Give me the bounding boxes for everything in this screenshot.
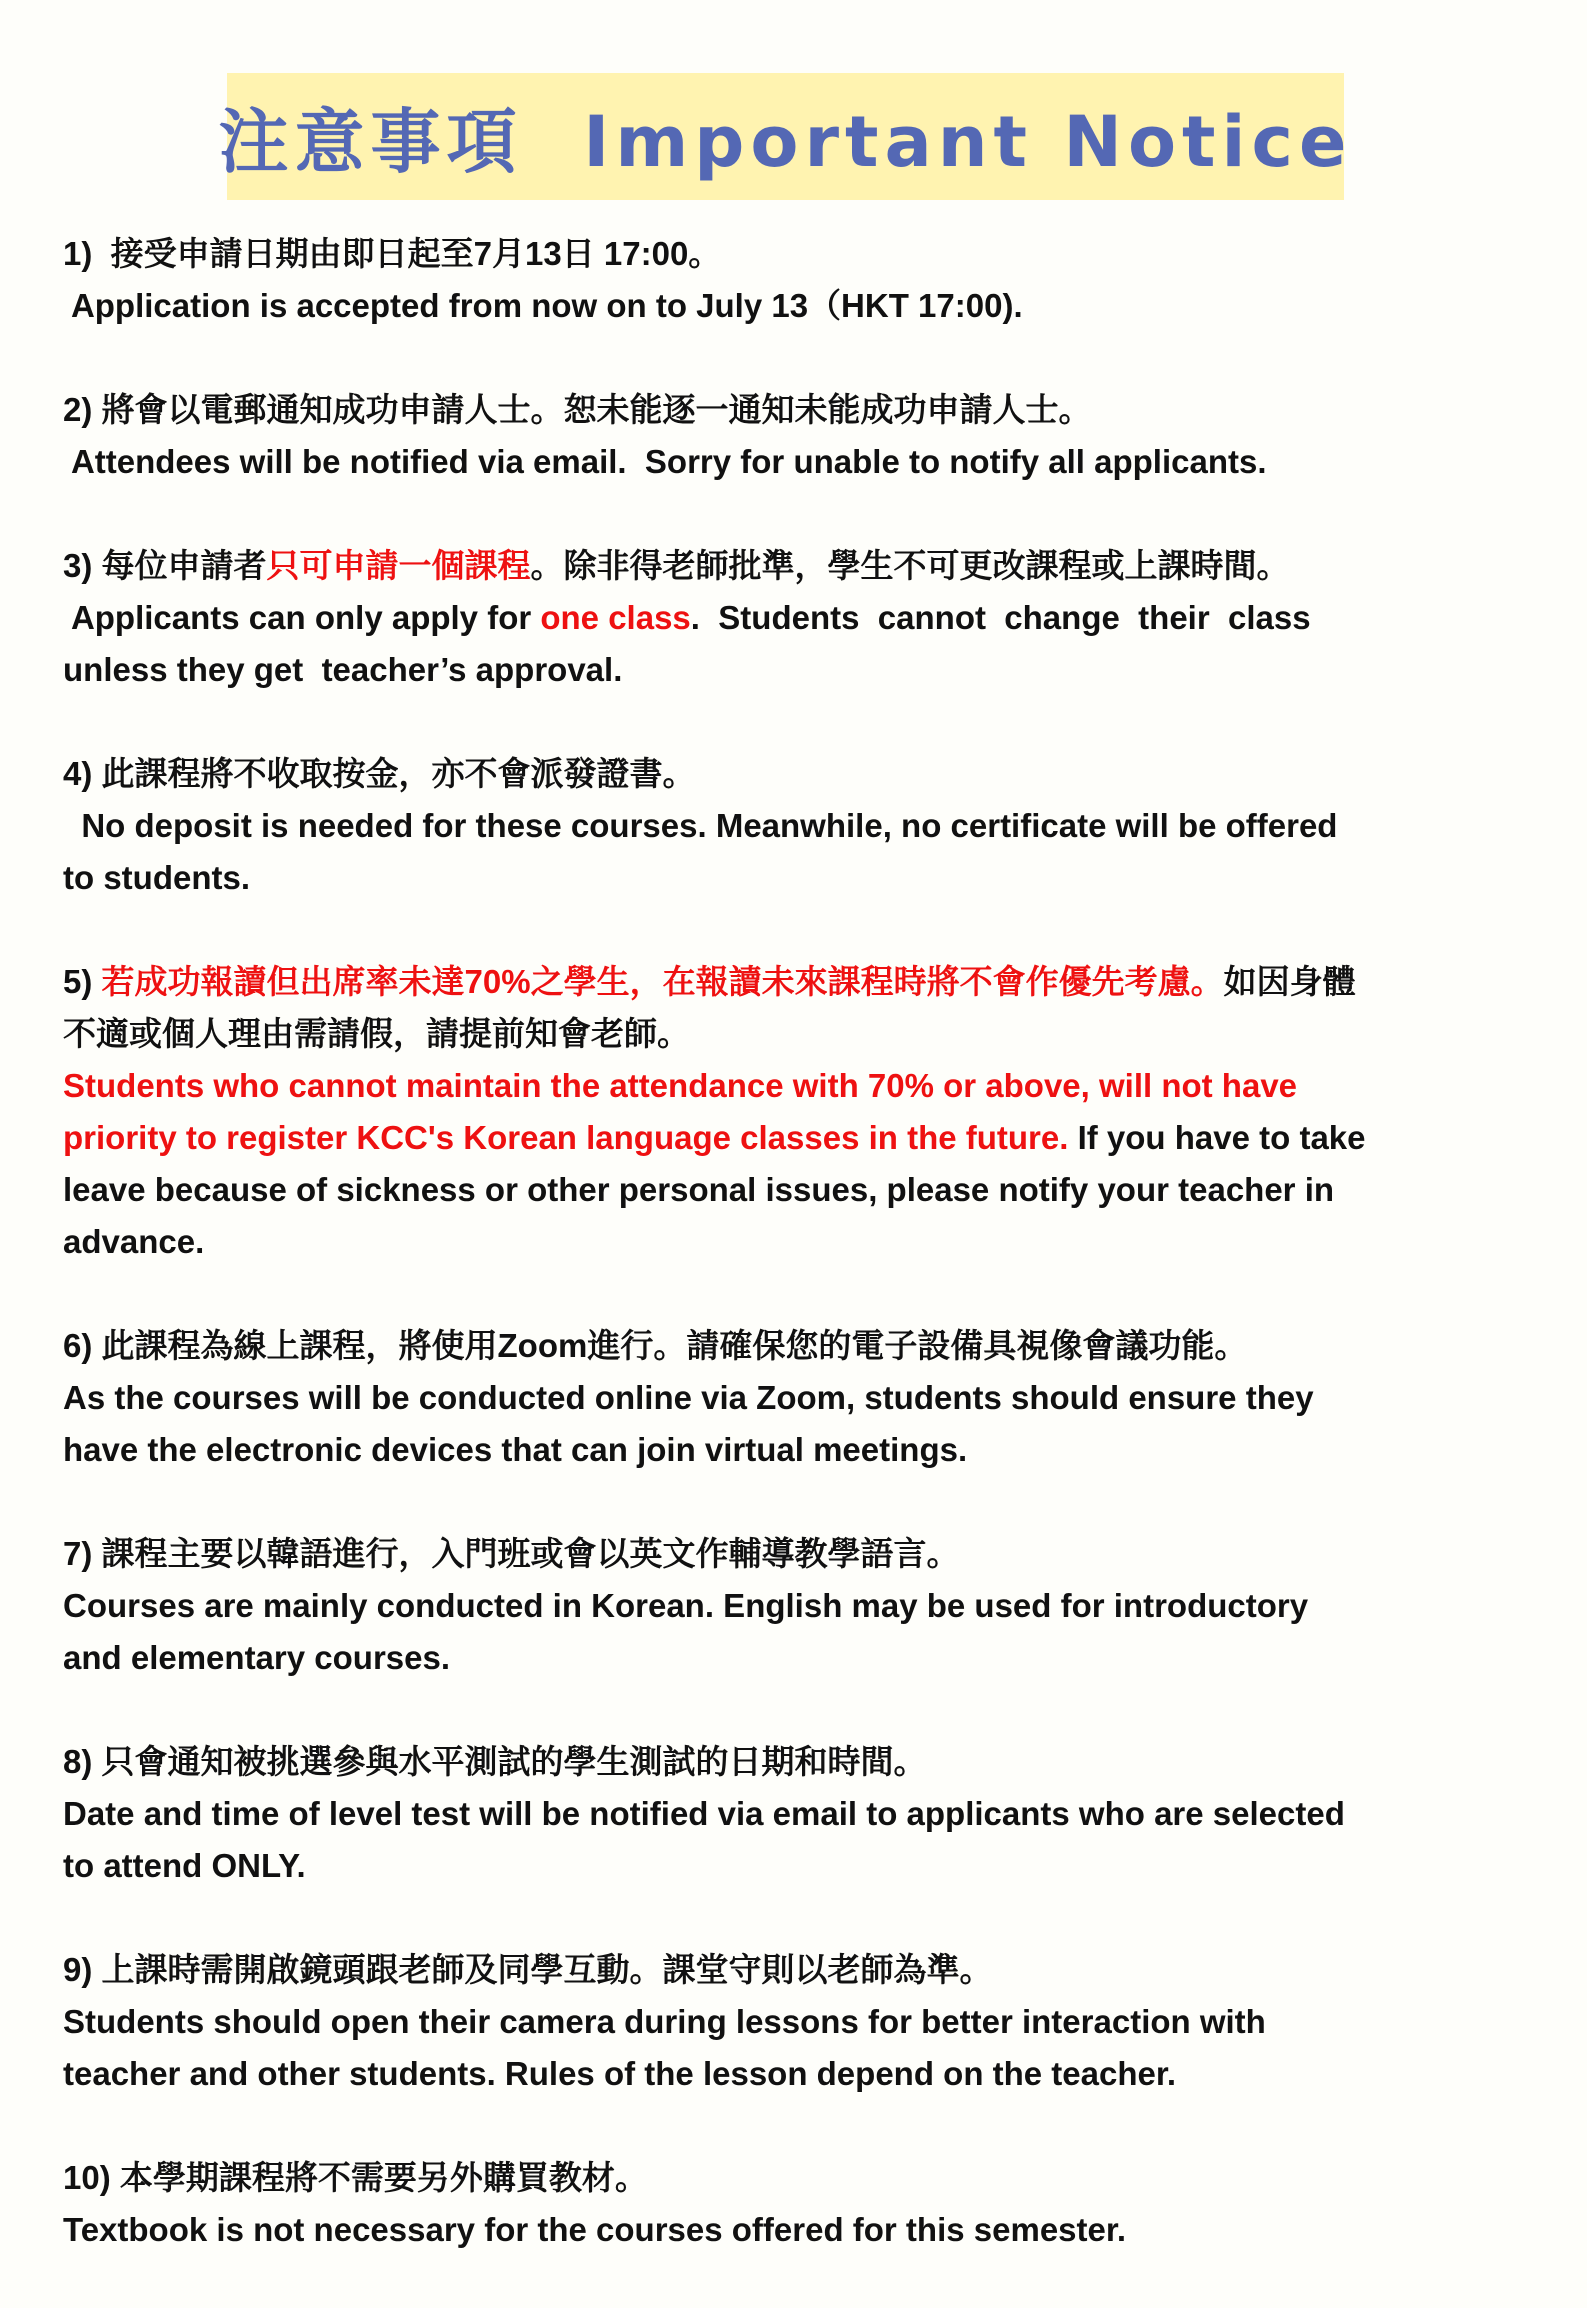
highlighted-text: Students who cannot maintain the attendance with 70% or above, will not have xyxy=(63,1067,1298,1104)
notice-line xyxy=(63,228,1553,280)
notice-text: have the electronic devices that can join virtual meetings. xyxy=(63,1431,968,1468)
notice-text: . Students cannot change their class xyxy=(690,599,1311,636)
notice-text: 5) xyxy=(63,963,102,1000)
notice-item-4 xyxy=(63,748,1553,904)
notice-line xyxy=(63,1372,1553,1424)
notice-text: 4) 此課程將不收取按金，亦不會派發證書。 xyxy=(63,755,696,792)
notice-text: teacher and other students. Rules of the lesson depend on the teacher. xyxy=(63,2055,1177,2092)
notice-item-6 xyxy=(63,1320,1553,1476)
highlighted-text: priority to register KCC's Korean language classes in the future. xyxy=(63,1119,1069,1156)
notice-item-7 xyxy=(63,1528,1553,1684)
notice-line xyxy=(63,1320,1553,1372)
notice-text: As the courses will be conducted online via Zoom, students should ensure they xyxy=(63,1379,1314,1416)
notice-line xyxy=(63,1580,1553,1632)
notice-line xyxy=(63,1996,1553,2048)
highlighted-text: one class xyxy=(540,599,691,636)
notice-item-5 xyxy=(63,956,1553,1268)
notice-line xyxy=(63,384,1553,436)
notice-item-1 xyxy=(63,228,1553,332)
notice-line xyxy=(63,592,1553,644)
notice-text: to students. xyxy=(63,859,250,896)
notice-text: 。除非得老師批準，學生不可更改課程或上課時間。 xyxy=(530,547,1290,584)
notice-text: 1) 接受申請日期由即日起至7月13日 17:00。 xyxy=(63,235,722,272)
notice-list xyxy=(63,228,1553,2308)
notice-text: 2) 將會以電郵通知成功申請人士。恕未能逐一通知未能成功申請人士。 xyxy=(63,391,1092,428)
notice-text: 10) 本學期課程將不需要另外購買教材。 xyxy=(63,2159,648,2196)
highlighted-text: 若成功報讀但出席率未達70%之學生，在報讀未來課程時將不會作優先考慮。 xyxy=(101,963,1224,1000)
notice-text: Application is accepted from now on to July 13（HKT 17:00). xyxy=(63,287,1023,324)
notice-line xyxy=(63,956,1553,1008)
notice-line xyxy=(63,2152,1553,2204)
notice-text: and elementary courses. xyxy=(63,1639,451,1676)
notice-line xyxy=(63,2048,1553,2100)
notice-text: If you have to take xyxy=(1068,1119,1366,1156)
notice-text: 9) 上課時需開啟鏡頭跟老師及同學互動。課堂守則以老師為準。 xyxy=(63,1951,993,1988)
notice-line xyxy=(63,540,1553,592)
notice-text: Attendees will be notified via email. Sorry for unable to notify all applicants. xyxy=(63,443,1267,480)
notice-text: 3) 每位申請者 xyxy=(63,547,267,584)
notice-line xyxy=(63,1424,1553,1476)
notice-text: 7) 課程主要以韓語進行，入門班或會以英文作輔導教學語言。 xyxy=(63,1535,960,1572)
notice-text: Applicants can only apply for xyxy=(63,599,541,636)
notice-banner xyxy=(218,73,1353,200)
notice-line xyxy=(63,2204,1553,2256)
notice-text: 如因身體 xyxy=(1223,963,1356,1000)
notice-text: Courses are mainly conducted in Korean. English may be used for introductory xyxy=(63,1587,1309,1624)
highlighted-text: 只可申請一個課程 xyxy=(266,547,531,584)
notice-line xyxy=(63,1840,1553,1892)
notice-line xyxy=(63,280,1553,332)
notice-line xyxy=(63,748,1553,800)
notice-line xyxy=(63,436,1553,488)
notice-item-9 xyxy=(63,1944,1553,2100)
notice-line xyxy=(63,644,1553,696)
notice-text: advance. xyxy=(63,1223,205,1260)
notice-item-10 xyxy=(63,2152,1553,2256)
notice-text: 8) 只會通知被挑選參與水平測試的學生測試的日期和時間。 xyxy=(63,1743,927,1780)
notice-line xyxy=(63,1632,1553,1684)
notice-text: to attend ONLY. xyxy=(63,1847,306,1884)
notice-line xyxy=(63,1788,1553,1840)
notice-text: Textbook is not necessary for the courses offered for this semester. xyxy=(63,2211,1127,2248)
notice-text: Date and time of level test will be notified via email to applicants who are selected xyxy=(63,1795,1345,1832)
notice-item-8 xyxy=(63,1736,1553,1892)
notice-line xyxy=(63,1008,1553,1060)
notice-line xyxy=(63,1944,1553,1996)
notice-text: No deposit is needed for these courses. Meanwhile, no certificate will be offered xyxy=(63,807,1338,844)
notice-line xyxy=(63,1164,1553,1216)
notice-line xyxy=(63,1112,1553,1164)
notice-item-3 xyxy=(63,540,1553,696)
notice-text: leave because of sickness or other personal issues, please notify your teacher in xyxy=(63,1171,1335,1208)
page-title: 注意事項 Important Notice xyxy=(218,101,1353,183)
notice-line xyxy=(63,852,1553,904)
notice-text: Students should open their camera during lessons for better interaction with xyxy=(63,2003,1266,2040)
notice-text: 不適或個人理由需請假，請提前知會老師。 xyxy=(63,1015,690,1052)
notice-text: unless they get teacher’s approval. xyxy=(63,651,623,688)
notice-line xyxy=(63,1216,1553,1268)
notice-line xyxy=(63,1528,1553,1580)
notice-text: 6) 此課程為線上課程，將使用Zoom進行。請確保您的電子設備具視像會議功能。 xyxy=(63,1327,1248,1364)
notice-line xyxy=(63,1060,1553,1112)
notice-line xyxy=(63,800,1553,852)
notice-item-2 xyxy=(63,384,1553,488)
notice-line xyxy=(63,1736,1553,1788)
